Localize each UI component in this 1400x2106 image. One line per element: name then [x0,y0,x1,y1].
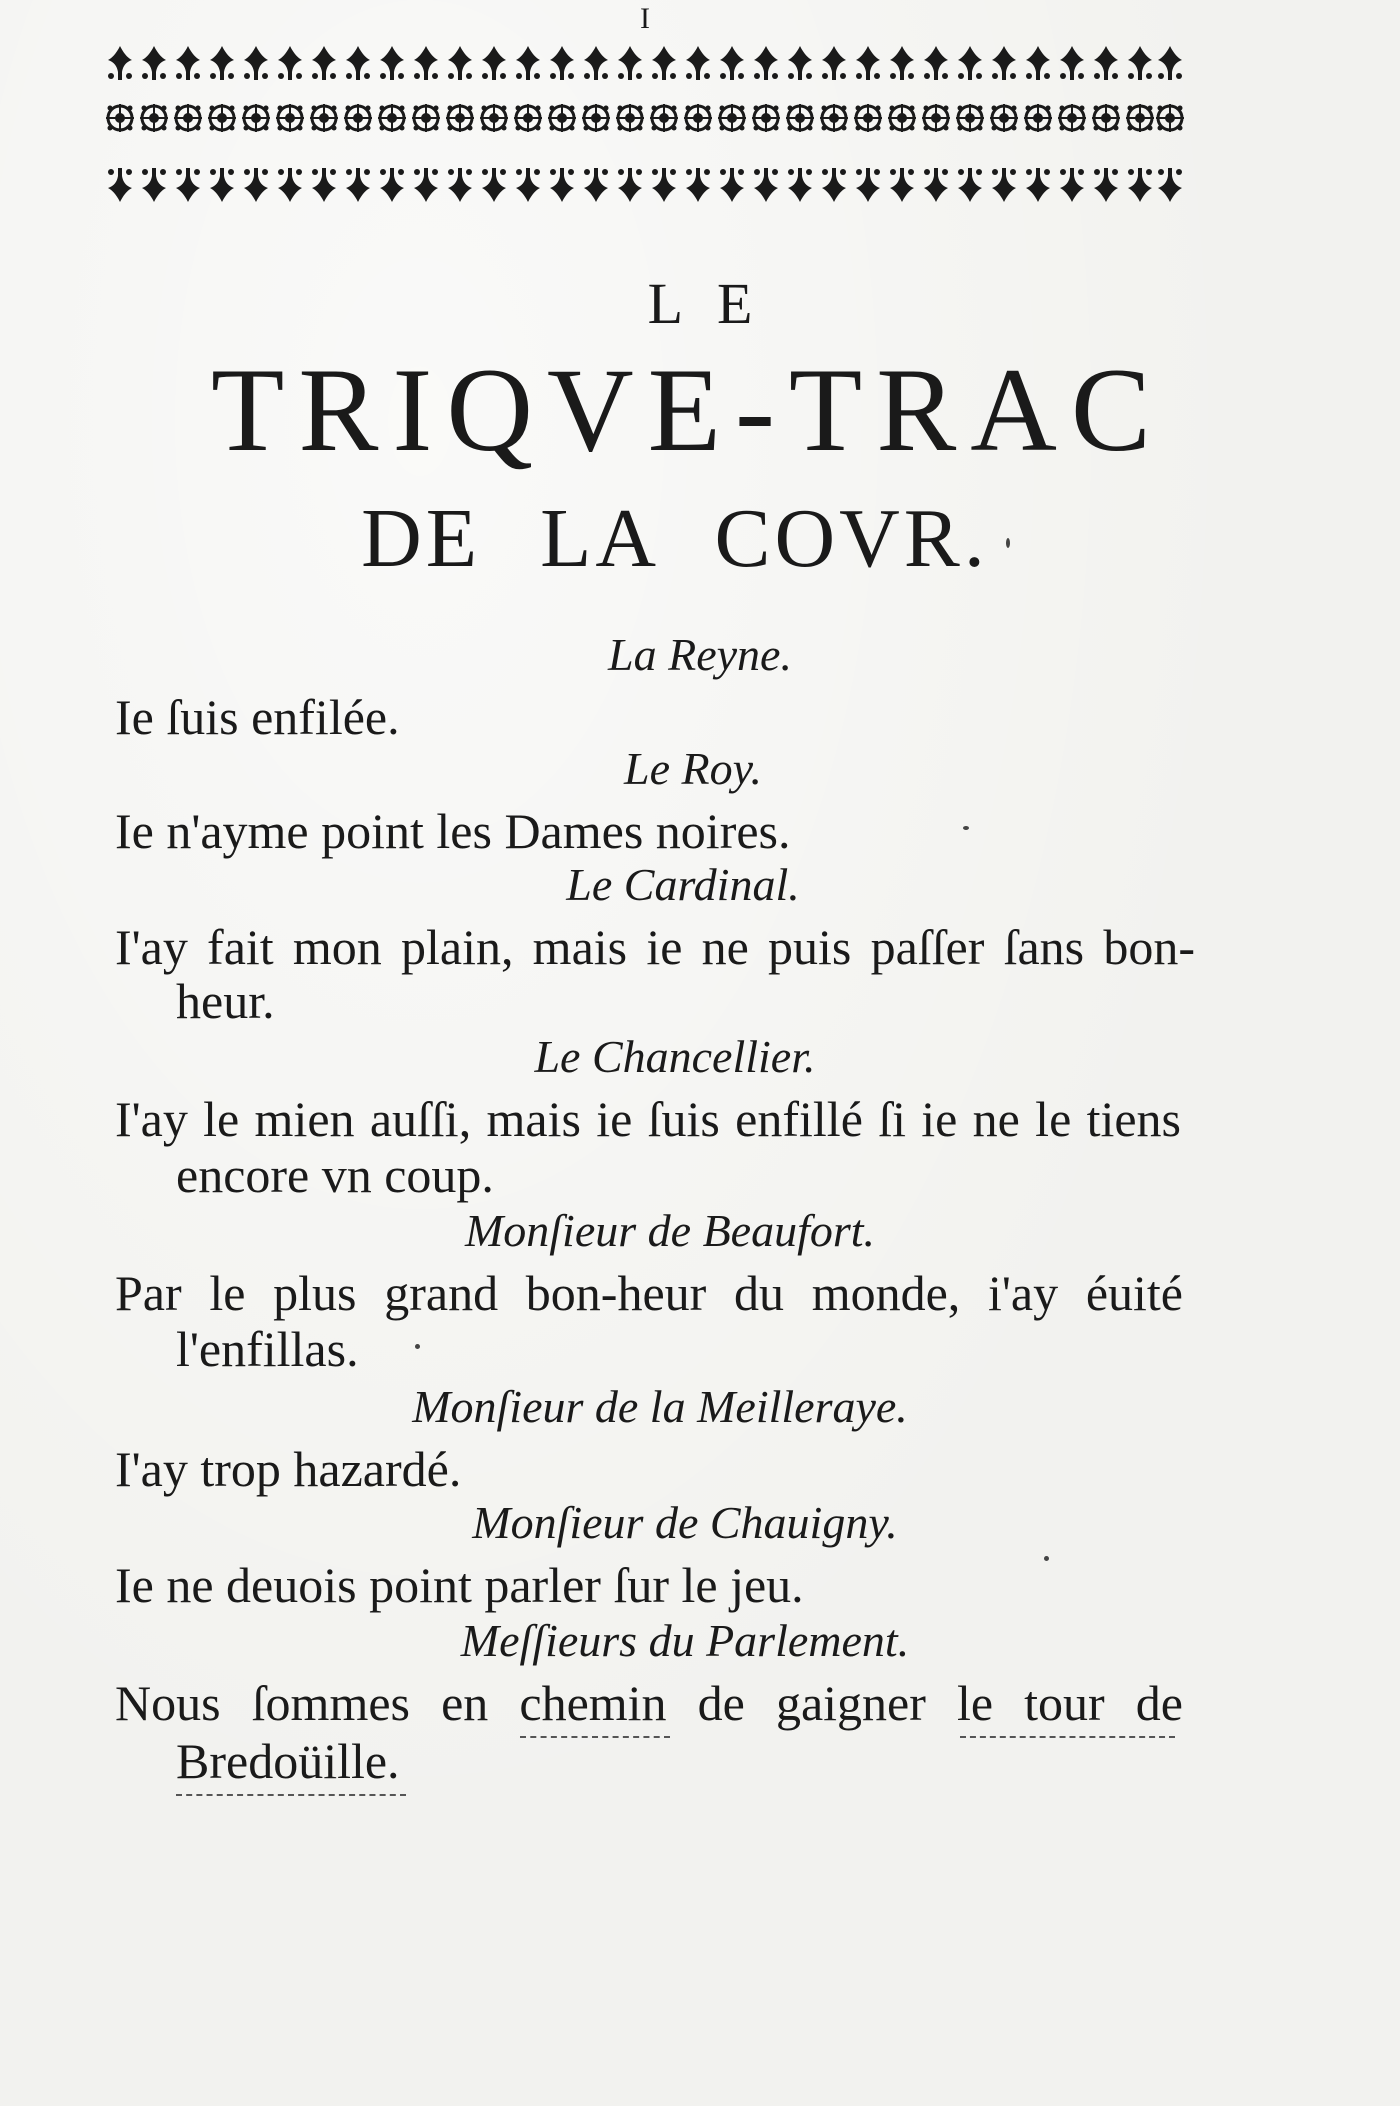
title-main: TRIQVE-TRAC [211,343,1165,476]
title-article: LE [647,271,787,336]
speaker-la-reyne: La Reyne. [608,629,792,680]
speech-line: Ie ſuis enfilée. [115,689,400,745]
speech-line: Par le plus grand bon-heur du monde, i'ay éuité [115,1265,1183,1321]
speaker-monsieur-de-beaufort: Monſieur de Beaufort. [464,1205,876,1256]
title-subtitle: DE LA COVR. [361,492,989,585]
speech-line-continued: encore vn coup. [176,1147,494,1203]
speech-line: I'ay trop hazardé. [115,1441,462,1497]
ink-speck [415,1344,420,1349]
ink-speck [1006,538,1010,548]
speaker-le-chancellier: Le Chancellier. [534,1031,816,1082]
speech-line-continued: l'enfillas. [176,1321,359,1377]
speech-line: Ie ne deuois point parler ſur le jeu. [115,1557,804,1613]
speaker-messieurs-du-parlement: Meſſieurs du Parlement. [460,1615,910,1666]
speech-line: I'ay le mien auſſi, mais ie ſuis enfillé ſi ie ne le tiens [115,1091,1181,1147]
print-dash-mark [960,1736,1175,1738]
speaker-le-cardinal: Le Cardinal. [566,859,800,910]
speaker-monsieur-de-la-meilleraye: Monſieur de la Meilleraye. [412,1381,908,1432]
speech-line-continued: heur. [176,973,275,1029]
folio-number: I [640,2,650,35]
ink-speck [963,826,969,830]
ink-speck [1044,1556,1049,1561]
speaker-le-roy: Le Roy. [624,743,762,794]
print-dash-mark [520,1736,670,1738]
speech-line: I'ay fait mon plain, mais ie ne puis paſſer ſans bon- [115,919,1195,975]
speech-line: Ie n'ayme point les Dames noires. [115,803,791,859]
print-dash-mark [176,1794,406,1796]
speech-line-continued: Bredoüille. [176,1733,400,1789]
fleuron-ornament-band [106,40,1184,210]
speech-line: Nous ſommes en chemin de gaigner le tour de [115,1675,1183,1731]
speaker-monsieur-de-chauigny: Monſieur de Chauigny. [472,1497,898,1548]
